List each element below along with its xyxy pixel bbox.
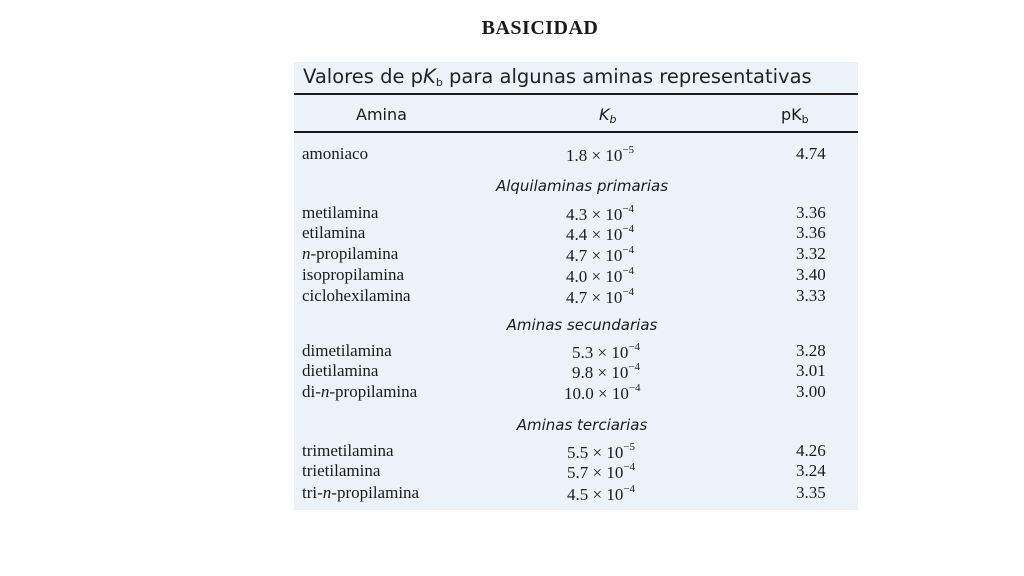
amine-table bbox=[294, 62, 858, 510]
table-row bbox=[294, 244, 858, 264]
pkb-value: 3.36 bbox=[796, 203, 826, 222]
caption-prefix: Valores de p bbox=[303, 65, 424, 88]
kb-value: $4.7 \times 10^{-4}$ bbox=[566, 244, 635, 265]
kb-value: $5.7 \times 10^{-4}$ bbox=[567, 461, 636, 482]
table-row bbox=[294, 203, 858, 223]
pkb-value: 3.00 bbox=[796, 382, 826, 401]
amine-name: metilamina bbox=[302, 203, 379, 222]
amine-name: trietilamina bbox=[302, 461, 381, 480]
kb-value: $4.7 \times 10^{-4}$ bbox=[566, 286, 635, 307]
table-header bbox=[294, 93, 858, 133]
pkb-value: 3.01 bbox=[796, 361, 826, 380]
header-amina: Amina bbox=[356, 105, 407, 124]
table-row bbox=[294, 223, 858, 243]
pkb-value: 3.28 bbox=[796, 341, 826, 360]
slide-title: BASICIDAD bbox=[481, 17, 599, 39]
caption-k: K bbox=[423, 65, 436, 88]
kb-value: $5.3 \times 10^{-4}$ bbox=[572, 341, 641, 362]
section-terciarias: Aminas terciarias bbox=[516, 416, 648, 434]
header-kb: $K_b$ bbox=[599, 105, 617, 126]
amine-name: dimetilamina bbox=[302, 341, 392, 360]
kb-value: $9.8 \times 10^{-4}$ bbox=[572, 361, 641, 382]
amine-name: isopropilamina bbox=[302, 265, 404, 284]
table-row bbox=[294, 441, 858, 461]
header-pkb: $pK_b$ bbox=[781, 105, 809, 126]
kb-value: $4.5 \times 10^{-4}$ bbox=[567, 483, 636, 504]
section-primarias: Alquilaminas primarias bbox=[495, 177, 669, 195]
table-row bbox=[294, 144, 858, 164]
pkb-value: 3.33 bbox=[796, 286, 826, 305]
amine-name: amoniaco bbox=[302, 144, 369, 163]
kb-value: $10.0 \times 10^{-4}$ bbox=[564, 382, 641, 403]
caption-suffix: para algunas aminas representativas bbox=[442, 65, 812, 88]
table-caption bbox=[303, 65, 812, 89]
table-row bbox=[294, 483, 858, 503]
amine-name: tri-n-propilamina bbox=[302, 483, 420, 502]
pkb-value: 3.36 bbox=[796, 223, 826, 242]
amine-name: etilamina bbox=[302, 223, 366, 242]
amine-name: n-propilamina bbox=[302, 244, 399, 263]
kb-value: $4.3 \times 10^{-4}$ bbox=[566, 203, 635, 224]
table-row bbox=[294, 265, 858, 285]
amine-name: di-n-propilamina bbox=[302, 382, 418, 401]
table-row bbox=[294, 361, 858, 381]
table-row bbox=[294, 341, 858, 361]
caption-sub: b bbox=[435, 76, 443, 89]
pkb-value: 3.24 bbox=[796, 461, 826, 480]
pkb-value: 3.40 bbox=[796, 265, 826, 284]
pkb-value: 3.32 bbox=[796, 244, 826, 263]
table-row bbox=[294, 382, 858, 402]
table-row bbox=[294, 286, 858, 306]
kb-value: $1.8 \times 10^{-5}$ bbox=[566, 144, 635, 165]
kb-value: $4.0 \times 10^{-4}$ bbox=[566, 265, 635, 286]
kb-value: $5.5 \times 10^{-5}$ bbox=[567, 441, 636, 462]
kb-value: $4.4 \times 10^{-4}$ bbox=[566, 223, 635, 244]
section-secundarias: Aminas secundarias bbox=[506, 316, 658, 334]
amine-name: ciclohexilamina bbox=[302, 286, 411, 305]
pkb-value: 3.35 bbox=[796, 483, 826, 502]
pkb-value: 4.26 bbox=[796, 441, 826, 460]
amine-name: trimetilamina bbox=[302, 441, 394, 460]
amine-name: dietilamina bbox=[302, 361, 379, 380]
table-row bbox=[294, 461, 858, 481]
pkb-value: 4.74 bbox=[796, 144, 826, 163]
